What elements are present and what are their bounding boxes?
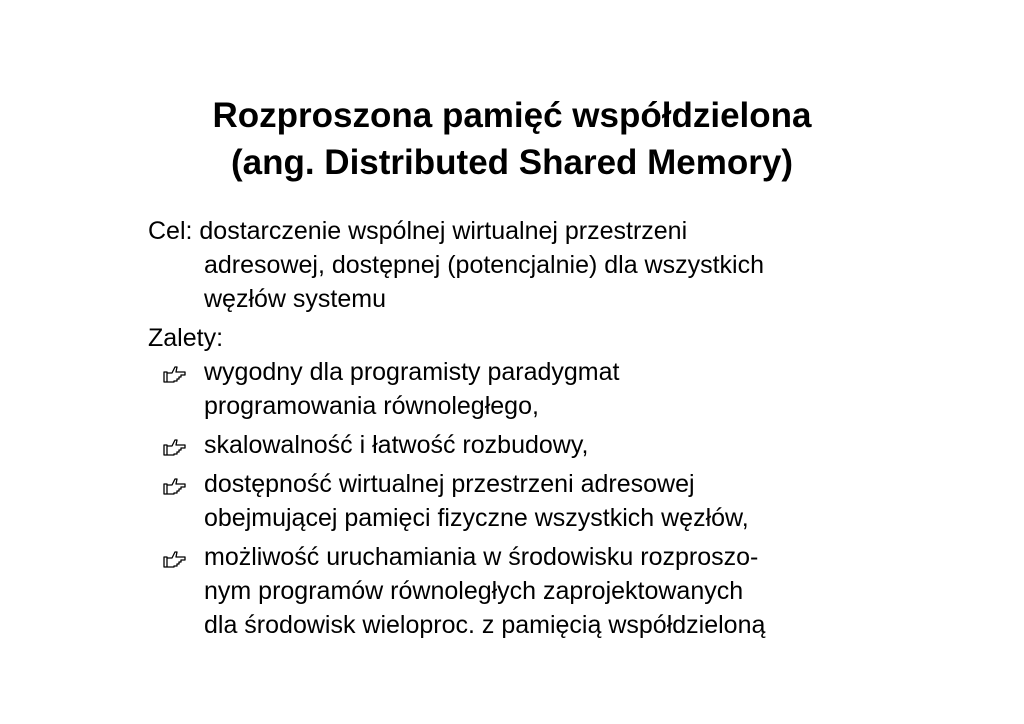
- list-item: [148, 355, 908, 423]
- item-4-line-1: możliwość uruchamiania w środowisku rozproszo-: [204, 543, 759, 571]
- hand-pointing-right-icon: [162, 474, 188, 498]
- hand-pointing-right-icon: [162, 547, 188, 571]
- item-4-line-3: dla środowisk wieloproc. z pamięcią współdzieloną: [204, 611, 766, 639]
- goal-line-2: adresowej, dostępnej (potencjalnie) dla wszystkich: [204, 251, 765, 279]
- list-item: [148, 467, 908, 535]
- item-2-line-1: skalowalność i łatwość rozbudowy,: [204, 431, 589, 459]
- advantages-heading: Zalety:: [148, 324, 224, 352]
- title-line-2: (ang. Distributed Shared Memory): [230, 143, 794, 182]
- item-4-line-2: nym programów równoległych zaprojektowanych: [204, 577, 744, 605]
- hand-pointing-right-icon: [162, 435, 188, 459]
- item-1-line-2: programowania równoległego,: [204, 392, 539, 420]
- item-1-line-1: wygodny dla programisty paradygmat: [204, 358, 620, 386]
- item-3-line-2: obejmującej pamięci fizyczne wszystkich węzłów,: [204, 504, 749, 532]
- slide-title: [0, 92, 1024, 186]
- goal-line-1: Cel: dostarczenie wspólnej wirtualnej przestrzeni: [148, 217, 688, 245]
- list-item: [148, 428, 908, 462]
- title-line-1: Rozproszona pamięć współdzielona: [212, 96, 812, 135]
- goal-paragraph: [148, 214, 908, 316]
- item-3-line-1: dostępność wirtualnej przestrzeni adresowej: [204, 470, 695, 498]
- advantages-list: [148, 355, 908, 642]
- hand-pointing-right-icon: [162, 362, 188, 386]
- goal-line-3: węzłów systemu: [204, 285, 386, 313]
- list-item: [148, 540, 908, 642]
- slide-body: [148, 214, 908, 647]
